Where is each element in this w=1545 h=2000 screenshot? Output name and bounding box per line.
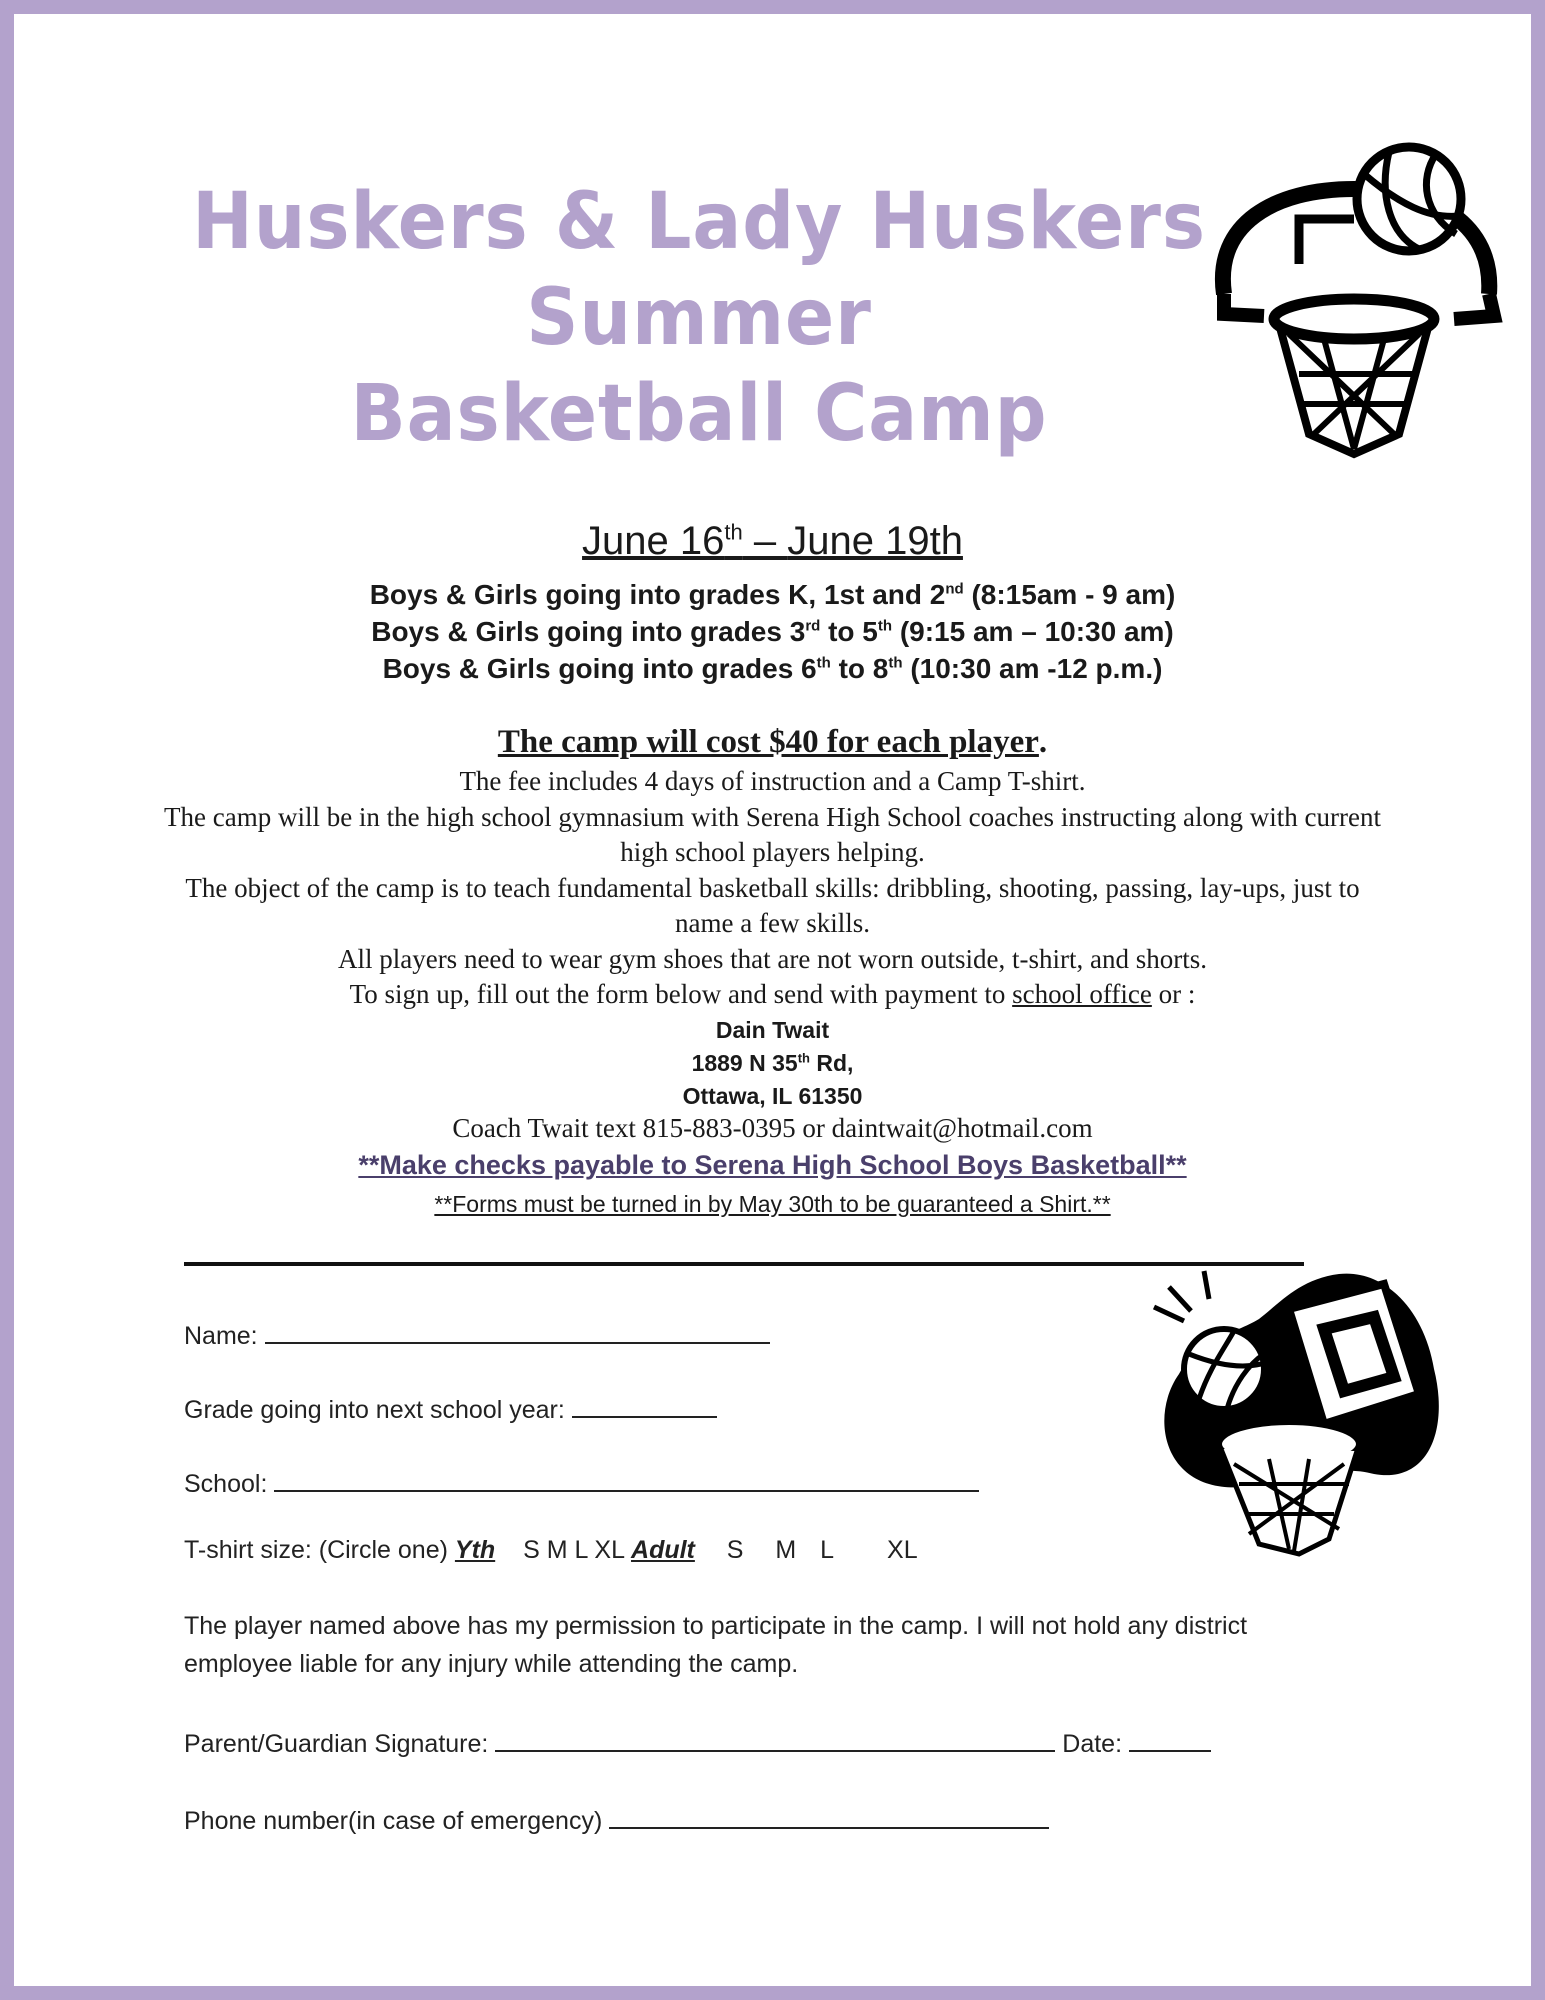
address-street [14, 1047, 1531, 1080]
cost-period: . [1038, 724, 1048, 760]
tshirt-label: T-shirt size: (Circle one) [184, 1536, 448, 1564]
permission-statement: The player named above has my permission to participate in the camp. I will not hold any district employee liable for any injury while attending the camp. [184, 1612, 1248, 1678]
signature-field[interactable] [495, 1722, 1055, 1752]
grade-suffix: th [877, 617, 893, 635]
grade-row [14, 650, 1531, 687]
adult-size-l[interactable]: L [820, 1536, 834, 1564]
mailing-address [14, 1014, 1531, 1113]
grade-field[interactable] [572, 1388, 717, 1418]
cost-text: The camp will cost $40 for each player [497, 724, 1039, 760]
name-row [184, 1314, 770, 1351]
flyer-title [192, 174, 1206, 462]
street-suffix: th [797, 1050, 810, 1066]
date-field[interactable] [1129, 1722, 1211, 1752]
checks-payable-note: **Make checks payable to Serena High School Boys Basketball** [358, 1150, 1187, 1180]
phone-label: Phone number(in case of emergency) [184, 1807, 603, 1835]
grade-suffix: th [888, 654, 903, 672]
fee-info: The fee includes 4 days of instruction and a Camp T-shirt. [459, 766, 1086, 796]
grade-row-text: Boys & Girls going into grades K, 1st and 2 [369, 579, 946, 610]
school-row [184, 1462, 979, 1499]
basketball-hoop-icon [1204, 134, 1514, 464]
grade-suffix: nd [945, 580, 964, 598]
signature-row [184, 1722, 1211, 1759]
grade-row-text: Boys & Girls going into grades 3 [371, 616, 806, 647]
start-date: June 16 [582, 519, 725, 563]
name-field[interactable] [265, 1314, 770, 1344]
grade-time: (10:30 am -12 p.m.) [902, 653, 1163, 684]
signup-info [164, 977, 1381, 1013]
street-text-end: Rd, [809, 1050, 854, 1076]
grade-time: (9:15 am – 10:30 am) [892, 616, 1174, 647]
phone-field[interactable] [609, 1799, 1049, 1829]
attire-info: All players need to wear gym shoes that are not worn outside, t-shirt, and shorts. [337, 943, 1208, 974]
school-office-link[interactable]: school office [1012, 979, 1152, 1009]
grade-time: (8:15am - 9 am) [963, 579, 1176, 610]
object-info: The object of the camp is to teach fundamental basketball skills: dribbling, shooting, passing, lay-ups, just to name a few skills. [185, 872, 1360, 938]
grade-schedule [14, 576, 1531, 687]
camp-cost [14, 724, 1531, 761]
signup-text: To sign up, fill out the form below and send with payment to [349, 979, 1013, 1009]
end-date: June 19th [787, 519, 963, 563]
form-divider [184, 1262, 1304, 1266]
adult-label: Adult [631, 1536, 695, 1564]
camp-info [164, 764, 1381, 1013]
grade-row-text: to 8 [830, 653, 889, 684]
adult-size-m[interactable]: M [775, 1536, 797, 1564]
name-label: Name: [184, 1322, 258, 1350]
phone-row [184, 1799, 1049, 1836]
address-city: Ottawa, IL 61350 [682, 1083, 863, 1109]
basketball-backboard-icon [1139, 1259, 1454, 1559]
address-name: Dain Twait [715, 1017, 830, 1043]
school-field[interactable] [274, 1462, 979, 1492]
title-line-1: Huskers & Lady Huskers [192, 177, 1206, 267]
grade-suffix: rd [805, 617, 821, 635]
grade-row-text: Boys & Girls going into grades 6 [382, 653, 817, 684]
coach-contact: Coach Twait text 815-883-0395 or daintwait@hotmail.com [452, 1113, 1093, 1143]
adult-size-xl[interactable]: XL [887, 1536, 918, 1564]
grade-row [14, 576, 1531, 613]
youth-label: Yth [454, 1536, 496, 1564]
camp-dates [14, 519, 1531, 564]
date-separator: – [742, 519, 788, 563]
grade-suffix: th [816, 654, 831, 672]
grade-row-text: to 5 [820, 616, 878, 647]
adult-size-s[interactable]: S [726, 1536, 744, 1564]
street-text: 1889 N 35 [691, 1050, 798, 1076]
grade-row [14, 613, 1531, 650]
youth-sizes[interactable]: S M L XL [523, 1536, 625, 1564]
grade-label: Grade going into next school year: [184, 1396, 565, 1424]
school-label: School: [184, 1470, 268, 1498]
tshirt-row [184, 1536, 918, 1565]
title-line-3: Basketball Camp [350, 369, 1048, 459]
grade-row-form [184, 1388, 717, 1425]
location-info: The camp will be in the high school gymnasium with Serena High School coaches instructing along with current high school players helping. [164, 801, 1381, 867]
signup-text-end: or : [1151, 979, 1196, 1009]
signature-label: Parent/Guardian Signature: [184, 1730, 489, 1758]
date-label: Date: [1062, 1730, 1123, 1758]
title-line-2: Summer [526, 273, 872, 363]
deadline-note: **Forms must be turned in by May 30th to be guaranteed a Shirt.** [434, 1191, 1111, 1217]
start-date-suffix: th [724, 519, 743, 545]
